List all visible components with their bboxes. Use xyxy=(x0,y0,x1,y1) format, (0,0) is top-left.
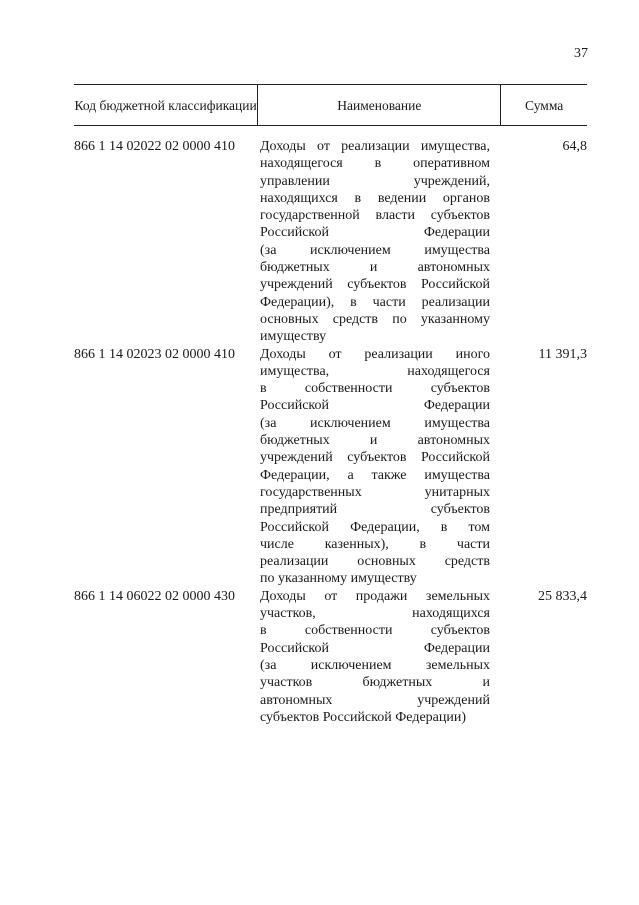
row-name xyxy=(258,346,490,588)
table-row xyxy=(74,346,587,588)
row-name-line: участков, находящихся xyxy=(260,606,490,622)
table-header xyxy=(74,84,587,126)
row-name-line: учреждений субъектов Российской xyxy=(260,450,490,466)
row-sum: 11 391,3 xyxy=(538,346,587,362)
row-name-line: Доходы от реализации иного xyxy=(260,346,490,362)
row-name-line: учреждений субъектов Российской xyxy=(260,277,490,293)
row-name-line: Федерации), в части реализации xyxy=(260,294,490,310)
table-row xyxy=(74,138,587,346)
header-name: Наименование xyxy=(257,85,501,125)
row-name-line: бюджетных и автономных xyxy=(260,433,490,449)
row-name-line: Федерации, а также имущества xyxy=(260,467,490,483)
row-name-line: по указанному имуществу xyxy=(260,571,417,587)
row-name-line: предприятий субъектов xyxy=(260,502,490,518)
row-name xyxy=(258,588,490,726)
row-name-line: (за исключением имущества xyxy=(260,415,490,431)
row-name-line: (за исключением имущества xyxy=(260,242,490,258)
table-row xyxy=(74,588,587,726)
row-name-line: в собственности субъектов xyxy=(260,381,490,397)
row-name xyxy=(258,138,490,346)
row-name-line: бюджетных и автономных xyxy=(260,260,490,276)
row-name-line: государственных унитарных xyxy=(260,484,490,500)
row-sum: 64,8 xyxy=(562,139,587,154)
row-name-line: Российской Федерации xyxy=(260,640,490,656)
row-name-line: Российской Федерации xyxy=(260,398,490,414)
row-name-line: находящегося в оперативном xyxy=(260,156,490,172)
row-name-line: находящихся в ведении органов xyxy=(260,190,490,206)
page-number: 37 xyxy=(574,46,588,61)
row-name-line: государственной власти субъектов xyxy=(260,208,490,224)
row-name-line: (за исключением земельных xyxy=(260,657,490,673)
budget-table xyxy=(74,84,587,726)
row-name-line: основных средств по указанному xyxy=(260,311,490,327)
row-name-line: Российской Федерации, в том xyxy=(260,519,490,535)
row-name-line: Доходы от реализации имущества, xyxy=(260,139,490,154)
header-code: Код бюджетной классификации xyxy=(74,97,257,113)
row-name-line: автономных учреждений xyxy=(260,692,490,708)
row-sum: 25 833,4 xyxy=(538,588,587,604)
row-code: 866 1 14 06022 02 0000 430 xyxy=(74,588,235,604)
row-code: 866 1 14 02023 02 0000 410 xyxy=(74,346,235,362)
row-name-line: участков бюджетных и xyxy=(260,675,490,691)
row-name-line: управлении учреждений, xyxy=(260,173,490,189)
row-name-line: субъектов Российской Федерации) xyxy=(260,709,467,725)
row-code: 866 1 14 02022 02 0000 410 xyxy=(74,139,235,154)
row-name-line: имуществу xyxy=(260,329,327,345)
row-name-line: в собственности субъектов xyxy=(260,623,490,639)
row-name-line: реализации основных средств xyxy=(260,554,490,570)
header-sum: Сумма xyxy=(525,97,564,113)
row-name-line: Российской Федерации xyxy=(260,225,490,241)
table-body xyxy=(74,126,587,726)
row-name-line: имущества, находящегося xyxy=(260,363,490,379)
row-name-line: числе казенных), в части xyxy=(260,536,490,552)
row-name-line: Доходы от продажи земельных xyxy=(260,588,490,604)
